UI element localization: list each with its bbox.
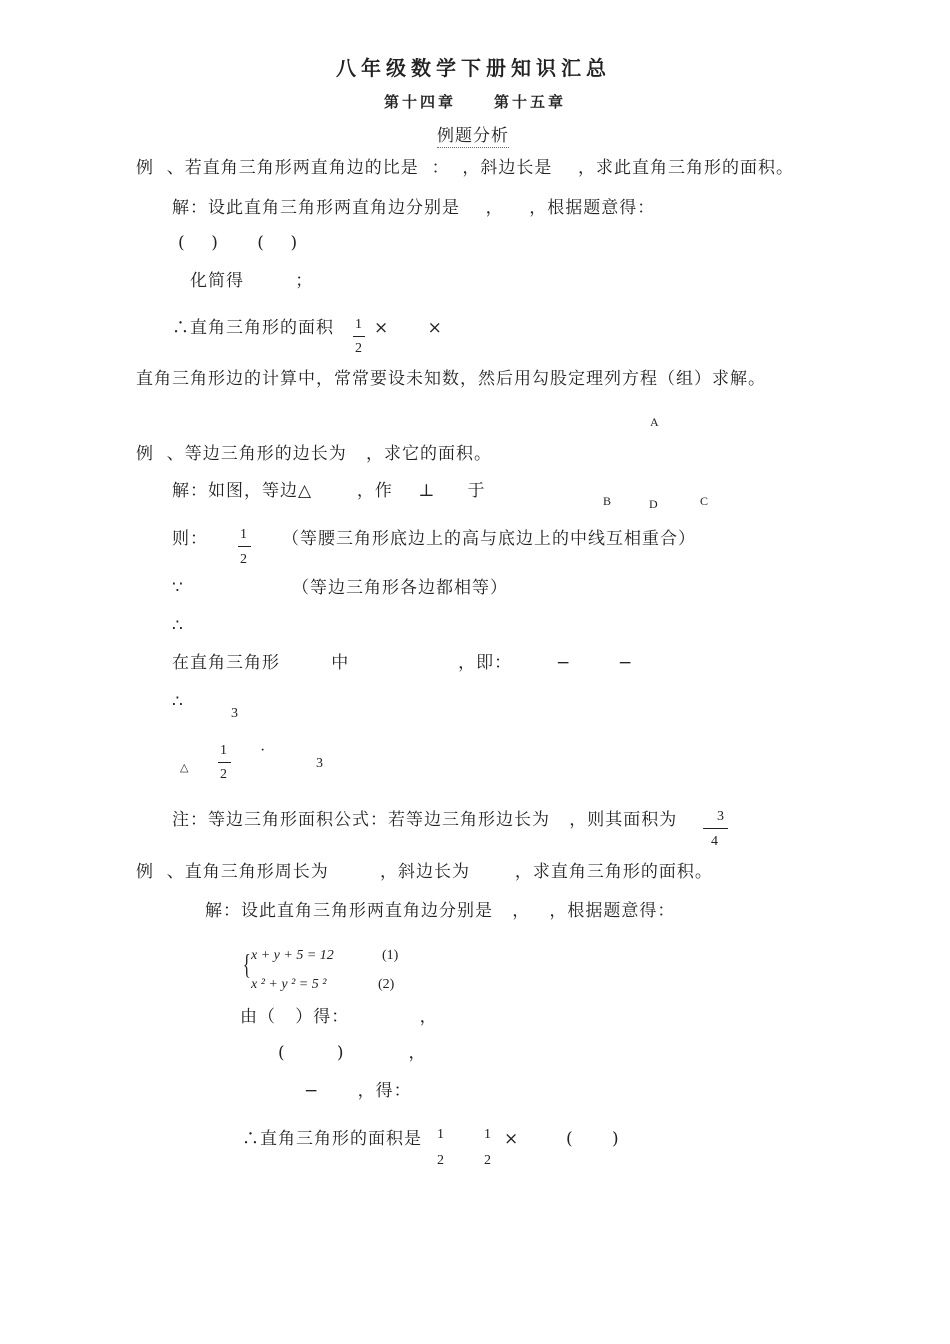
ex3-solution: 解：设此直角三角形两直角边分别是 ， ，根据题意得： — [205, 901, 676, 921]
ex2-question: 例 、等边三角形的边长为 ，求它的面积。 — [136, 444, 493, 464]
ex2-minus-2: − — [618, 653, 634, 673]
ex3-minus-get: − ，得： — [304, 1081, 412, 1101]
ex3-h1-den: 2 — [437, 1153, 444, 1168]
ex2-note-num: 3 — [717, 809, 724, 824]
ex1-solution: 解：设此直角三角形两直角边分别是 ， ，根据题意得： — [172, 198, 656, 218]
ex2-half-num: 1 — [220, 743, 227, 758]
ex3-eq1: x + y + 5 = 12 — [251, 948, 334, 963]
ex3-brace: { — [242, 950, 251, 981]
ex2-because-reason: （等边三角形各边都相等） — [292, 578, 508, 598]
ex2-frac-bar — [238, 546, 251, 547]
ex2-frac-num: 1 — [240, 527, 247, 542]
ex3-h2-den: 2 — [484, 1153, 491, 1168]
ex2-triangle-symbol: △ — [180, 762, 189, 774]
ex3-area: ∴直角三角形的面积是 — [242, 1129, 422, 1149]
ex2-because: ∵ — [172, 578, 184, 598]
ex1-area-ops: × × — [374, 318, 443, 338]
chapter-right: 第十五章 — [494, 93, 567, 111]
ex2-solution: 解：如图，等边△ ，作 ⊥ 于 — [172, 481, 486, 501]
ex3-eq2-tag: (2) — [378, 977, 395, 992]
ex3-question: 例 、直角三角形周长为 ，斜边长为 ，求直角三角形的面积。 — [136, 862, 713, 882]
ex2-right-triangle: 在直角三角形 中 ，即： — [172, 653, 513, 673]
ex1-paren-line: ( ) ( ) — [178, 233, 299, 253]
ex2-therefore-2: ∴ — [172, 692, 184, 712]
ex2-minus-1: − — [556, 653, 572, 673]
chapter-left: 第十四章 — [384, 93, 457, 111]
figure-label-a: A — [650, 415, 659, 429]
ex2-note: 注：等边三角形面积公式：若等边三角形边长为 ，则其面积为 — [172, 810, 678, 830]
figure-label-d: D — [649, 497, 658, 511]
ex1-area: ∴直角三角形的面积 — [172, 318, 334, 338]
ex3-tail: ( ) — [566, 1129, 620, 1149]
ex3-h2-num: 1 — [484, 1127, 491, 1142]
ex3-times: × — [504, 1129, 520, 1149]
ex1-simplify: 化简得 ； — [190, 271, 314, 291]
ex1-question: 例 、若直角三角形两直角边的比是 ： ，斜边长是 ，求此直角三角形的面积。 — [136, 158, 795, 178]
section-heading — [437, 126, 509, 146]
ex2-note-den: 4 — [711, 834, 718, 849]
ex2-sqrt3-a: 3 — [231, 706, 238, 721]
figure-label-c: C — [700, 494, 709, 508]
ex3-paren: ( ) ， — [278, 1043, 427, 1063]
ex2-dot: · — [260, 742, 266, 759]
ex2-sqrt3-b: 3 — [316, 756, 323, 771]
ex2-then-reason: （等腰三角形底边上的高与底边上的中线互相重合） — [282, 529, 696, 549]
ex1-note: 直角三角形边的计算中，常常要设未知数，然后用勾股定理列方程（组）求解。 — [136, 369, 766, 389]
figure-label-b: B — [603, 494, 612, 508]
ex3-from: 由（ ）得： ， — [240, 1007, 438, 1027]
ex3-h1-num: 1 — [437, 1127, 444, 1142]
ex1-frac-den: 2 — [355, 341, 362, 356]
ex2-then: 则： — [172, 529, 208, 549]
page-title: 八年级数学下册知识汇总 — [336, 56, 611, 80]
ex3-eq1-tag: (1) — [382, 948, 399, 963]
ex2-note-bar — [703, 828, 728, 829]
ex2-therefore-1: ∴ — [172, 616, 184, 636]
ex3-eq2: x ² + y ² = 5 ² — [251, 977, 327, 992]
ex1-frac-num: 1 — [355, 317, 362, 332]
ex2-frac-den: 2 — [240, 552, 247, 567]
ex2-half-bar — [218, 762, 231, 763]
section-heading-text: 例题分析 — [437, 126, 509, 146]
ex1-frac-bar — [353, 336, 365, 337]
ex2-half-den: 2 — [220, 767, 227, 782]
